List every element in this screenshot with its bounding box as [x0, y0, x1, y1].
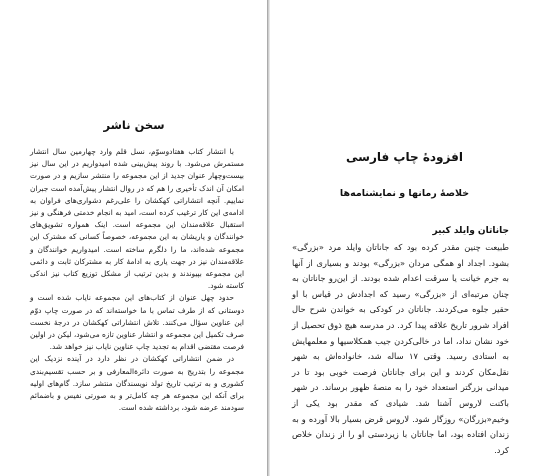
novel-heading: جاناتان وایلد کبیر	[432, 226, 509, 236]
publisher-note-body	[30, 146, 244, 414]
publisher-note-paragraph-2: حدود چهل عنوان از کتاب‌های این مجموعه نایاب شده است و دوستانی که از طرف تماس با ما خواسته‌اند که در صورت چاپ دوّم این عناوین سؤال می‌کنند. تلاش انتشاراتی کهکشان در درجهٔ نخست صرف تکمیل این مجموعه و انتشار عناوین تازه می‌شود، لیکن در اولین فرصت مقتضی اقدام به تجدید چاپ عناوین نایاب نیز خواهد شد.	[30, 293, 244, 352]
publisher-note-heading: سخن ناشر	[103, 118, 165, 132]
publisher-note-paragraph-1: با انتشار کتاب هفتادوسوّم، نسل قلم وارد چهارمین سال انتشار مستمرش می‌شود. با روند پیش‌بینی شده امیدواریم در این سال نیز بیست‌وچهار عنوان جدید از این مجموعه را منتشر سازیم و در صورت امکان آن اندک تأخیری را هم که در روال انتشار پیش‌آمده است جبران نماییم. آنچه انتشاراتی کهکشان را علی‌رغم دشواری‌های فراوان به ادامه‌ی این کار ترغیب کرده است، امید به انجام خدمتی فرهنگی و نیز استقبال علاقه‌مندان این مجموعه است. اینک همواره تشویق‌های خوانندگان و یاریشان به این مجموعه، خصوصاً کسانی که مشترک این مجموعه شده‌اند، ما را دلگرم ساخته است. امیدواریم خوانندگان و علاقه‌مندان نیز در جهت یاری به ادامهٔ کار به مشترکان ثابت و دائمی این مجموعه بپیوندند و بدین ترتیب از مشکل توزیع کتاب نیز اندکی کاسته شود.	[30, 147, 244, 291]
persian-edition-title: افزودهٔ چاپ فارسی	[346, 150, 463, 164]
left-page	[0, 0, 268, 476]
publisher-note-paragraph-3: در ضمن انتشاراتی کهکشان در نظر دارد در آینده نزدیک این مجموعه را بتدریج به صورت دائرةالمعارفی و بر حسب تقسیم‌بندی کشوری و به ترتیب تاریخ تولد نویسندگان منتشر سازد. گام‌های اولیه برای آنکه این مجموعه هر چه کامل‌تر و به صورتی نفیس و باضمائم سودمند عرضه شود، برداشته شده است.	[30, 354, 244, 413]
summaries-subtitle: خلاصهٔ رمانها و نمایشنامه‌ها	[339, 188, 470, 199]
novel-summary-body: طبیعت چنین مقدر کرده بود که جاناتان وایلد مرد «بزرگی» بشود. اجداد او همگی مردان «بزرگی» بودند و بسیاری از آنها به جرم خیانت یا سرقت اعدام شده بودند. از این‌رو جاناتان به چنان مرتبه‌ای از «بزرگی» رسید که اجدادش در قیاس با او حقیر جلوه می‌کردند. جاناتان در کودکی به خواندن شرح حال افراد شرور تاریخ علاقه پیدا کرد. در مدرسه هیچ ذوق تحصیل از خود نشان نداد، اما در خالی‌کردن جیب همکلاسیها و معلمهایش به استادی رسید. وقتی ۱۷ ساله شد، خانواده‌اش به شهر نقل‌مکان کردند و این برای جاناتان فرصت خوبی بود تا در میدانی بزرگتر استعداد خود را به منصهٔ ظهور برساند. در شهر باکنت لاروس آشنا شد. شیادی که مقدر بود یکی از وخیم‌«بزرگان» روزگار شود. لاروس قرض بسیار بالا آورده و به زندان افتاده بود، اما جاناتان با زیردستی او را از زندان خلاص کرد.	[292, 242, 509, 455]
